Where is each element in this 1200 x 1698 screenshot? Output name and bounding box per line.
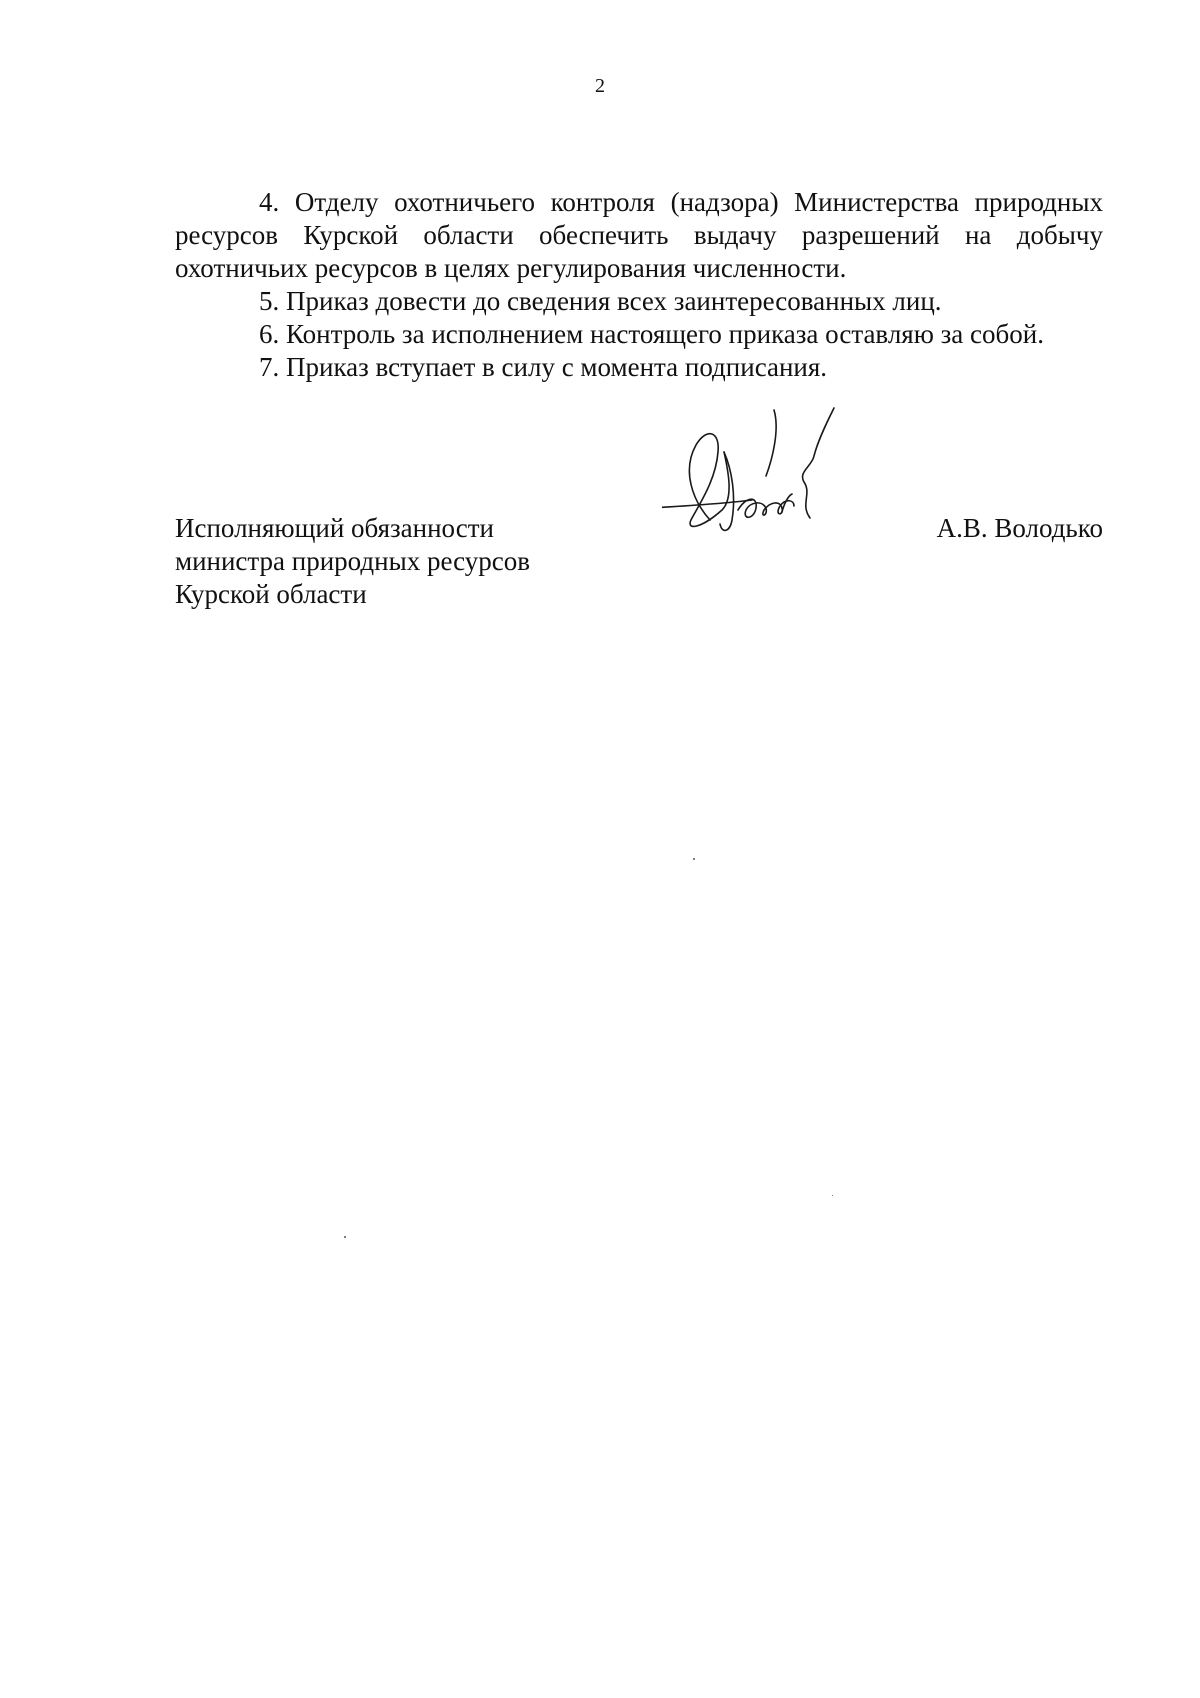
scan-speck (832, 1195, 833, 1196)
paragraph-item-7: 7. Приказ вступает в силу с момента подписания. (259, 352, 828, 382)
position-line-3: Курской области (175, 579, 367, 609)
signer-name: А.В. Володько (936, 513, 1103, 543)
position-line-1: Исполняющий обязанности (175, 513, 494, 543)
position-line-2: министра природных ресурсов (175, 546, 530, 576)
paragraph-item-6: 6. Контроль за исполнением настоящего приказа оставляю за собой. (259, 319, 1044, 349)
scan-speck (344, 1236, 346, 1238)
paragraph-item-4: 4. Отделу охотничьего контроля (надзора) Министерства природных ресурсов Курской области обеспечить выдачу разрешений на добычу охотничьих ресурсов в целях регулирования численности. (175, 187, 1103, 283)
signature-block (175, 512, 1103, 622)
order-body (175, 186, 1103, 384)
page-number: 2 (595, 75, 605, 97)
scan-speck (693, 858, 695, 860)
paragraph-item-5: 5. Приказ довести до сведения всех заинтересованных лиц. (259, 286, 942, 316)
